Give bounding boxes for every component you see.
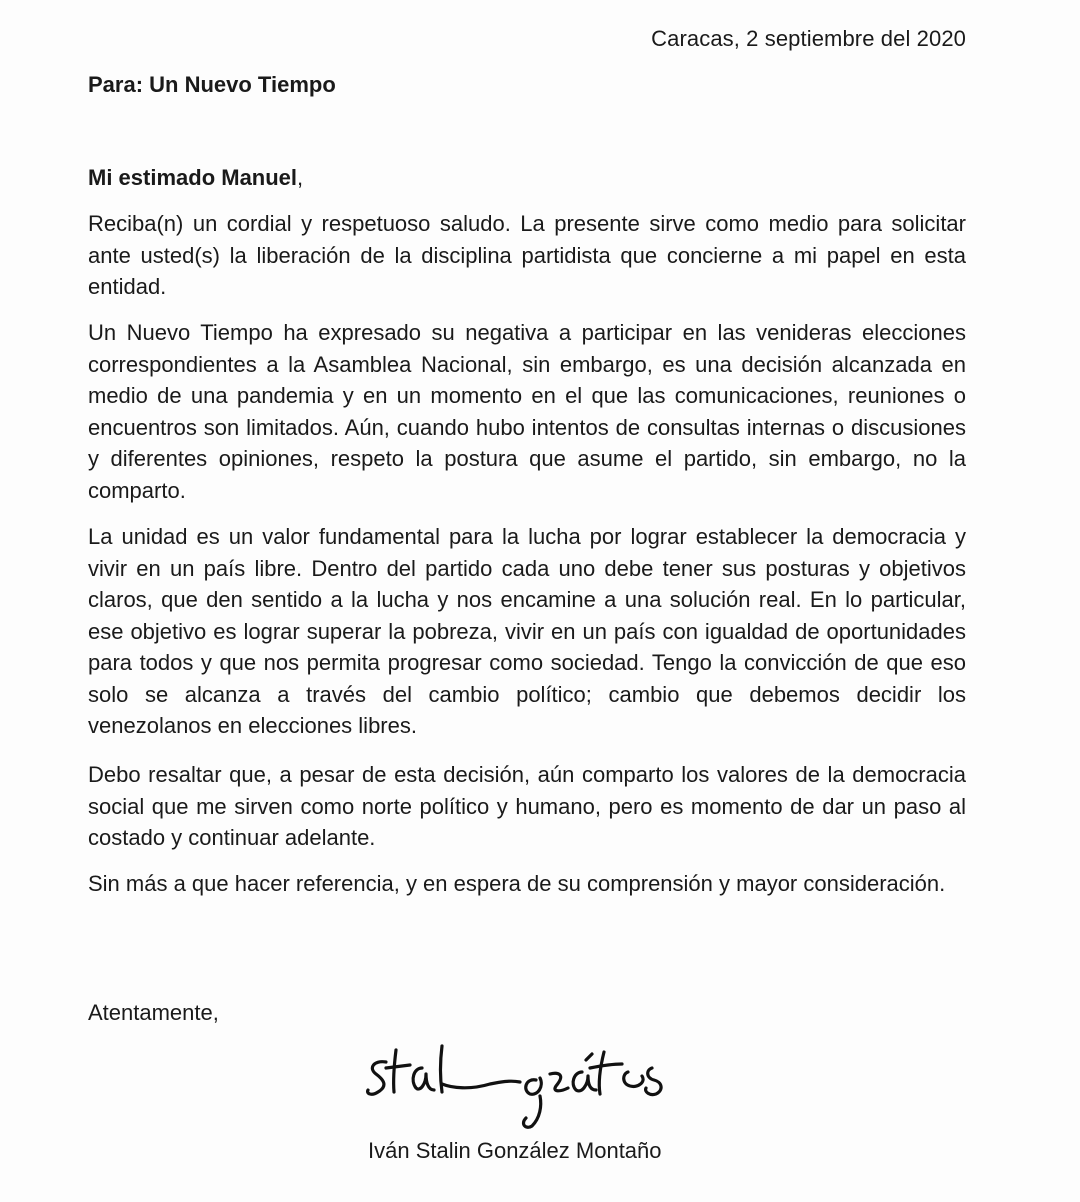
handwritten-signature [360,1038,680,1138]
paragraph-4: Debo resaltar que, a pesar de esta decisión, aún comparto los valores de la democracia social que me sirven como norte político y humano, pero es momento de dar un paso al costado y continuar adelante. [88,762,966,850]
letter-greeting [88,165,303,191]
letter-date: Caracas, 2 septiembre del 2020 [651,26,966,51]
paragraph-1: Reciba(n) un cordial y respetuoso saludo. La presente sirve como medio para solicitar ante usted(s) la liberación de la disciplina partidista que concierne a mi papel en esta entidad. [88,211,966,299]
letter-closing: Atentamente, [88,1000,219,1025]
greeting-punctuation: , [297,165,304,190]
paragraph-5: Sin más a que hacer referencia, y en espera de su comprensión y mayor consideración. [88,871,946,896]
signer-name: Iván Stalin González Montaño [368,1138,662,1163]
letter-recipient: Para: Un Nuevo Tiempo [88,72,336,97]
paragraph-2: Un Nuevo Tiempo ha expresado su negativa a participar en las venideras elecciones correspondientes a la Asamblea Nacional, sin embargo, es una decisión alcanzada en medio de una pandemia y en un momento en el que las comunicaciones, reuniones o encuentros son limitados. Aún, cuando hubo intentos de consultas internas o discusiones y diferentes opiniones, respeto la postura que asume el partido, sin embargo, no la comparto. [88,320,966,503]
greeting-name: Mi estimado Manuel [88,165,298,190]
paragraph-3: La unidad es un valor fundamental para la lucha por lograr establecer la democracia y vivir en un país libre. Dentro del partido cada uno debe tener sus posturas y objetivos claros, que den sentido a la lucha y nos encamine a una solución real. En lo particular, ese objetivo es lograr superar la pobreza, vivir en un país con igualdad de oportunidades para todos y que nos permita progresar como sociedad. Tengo la convicción de que eso solo se alcanza a través del cambio político; cambio que debemos decidir los venezolanos en elecciones libres. [88,524,966,738]
